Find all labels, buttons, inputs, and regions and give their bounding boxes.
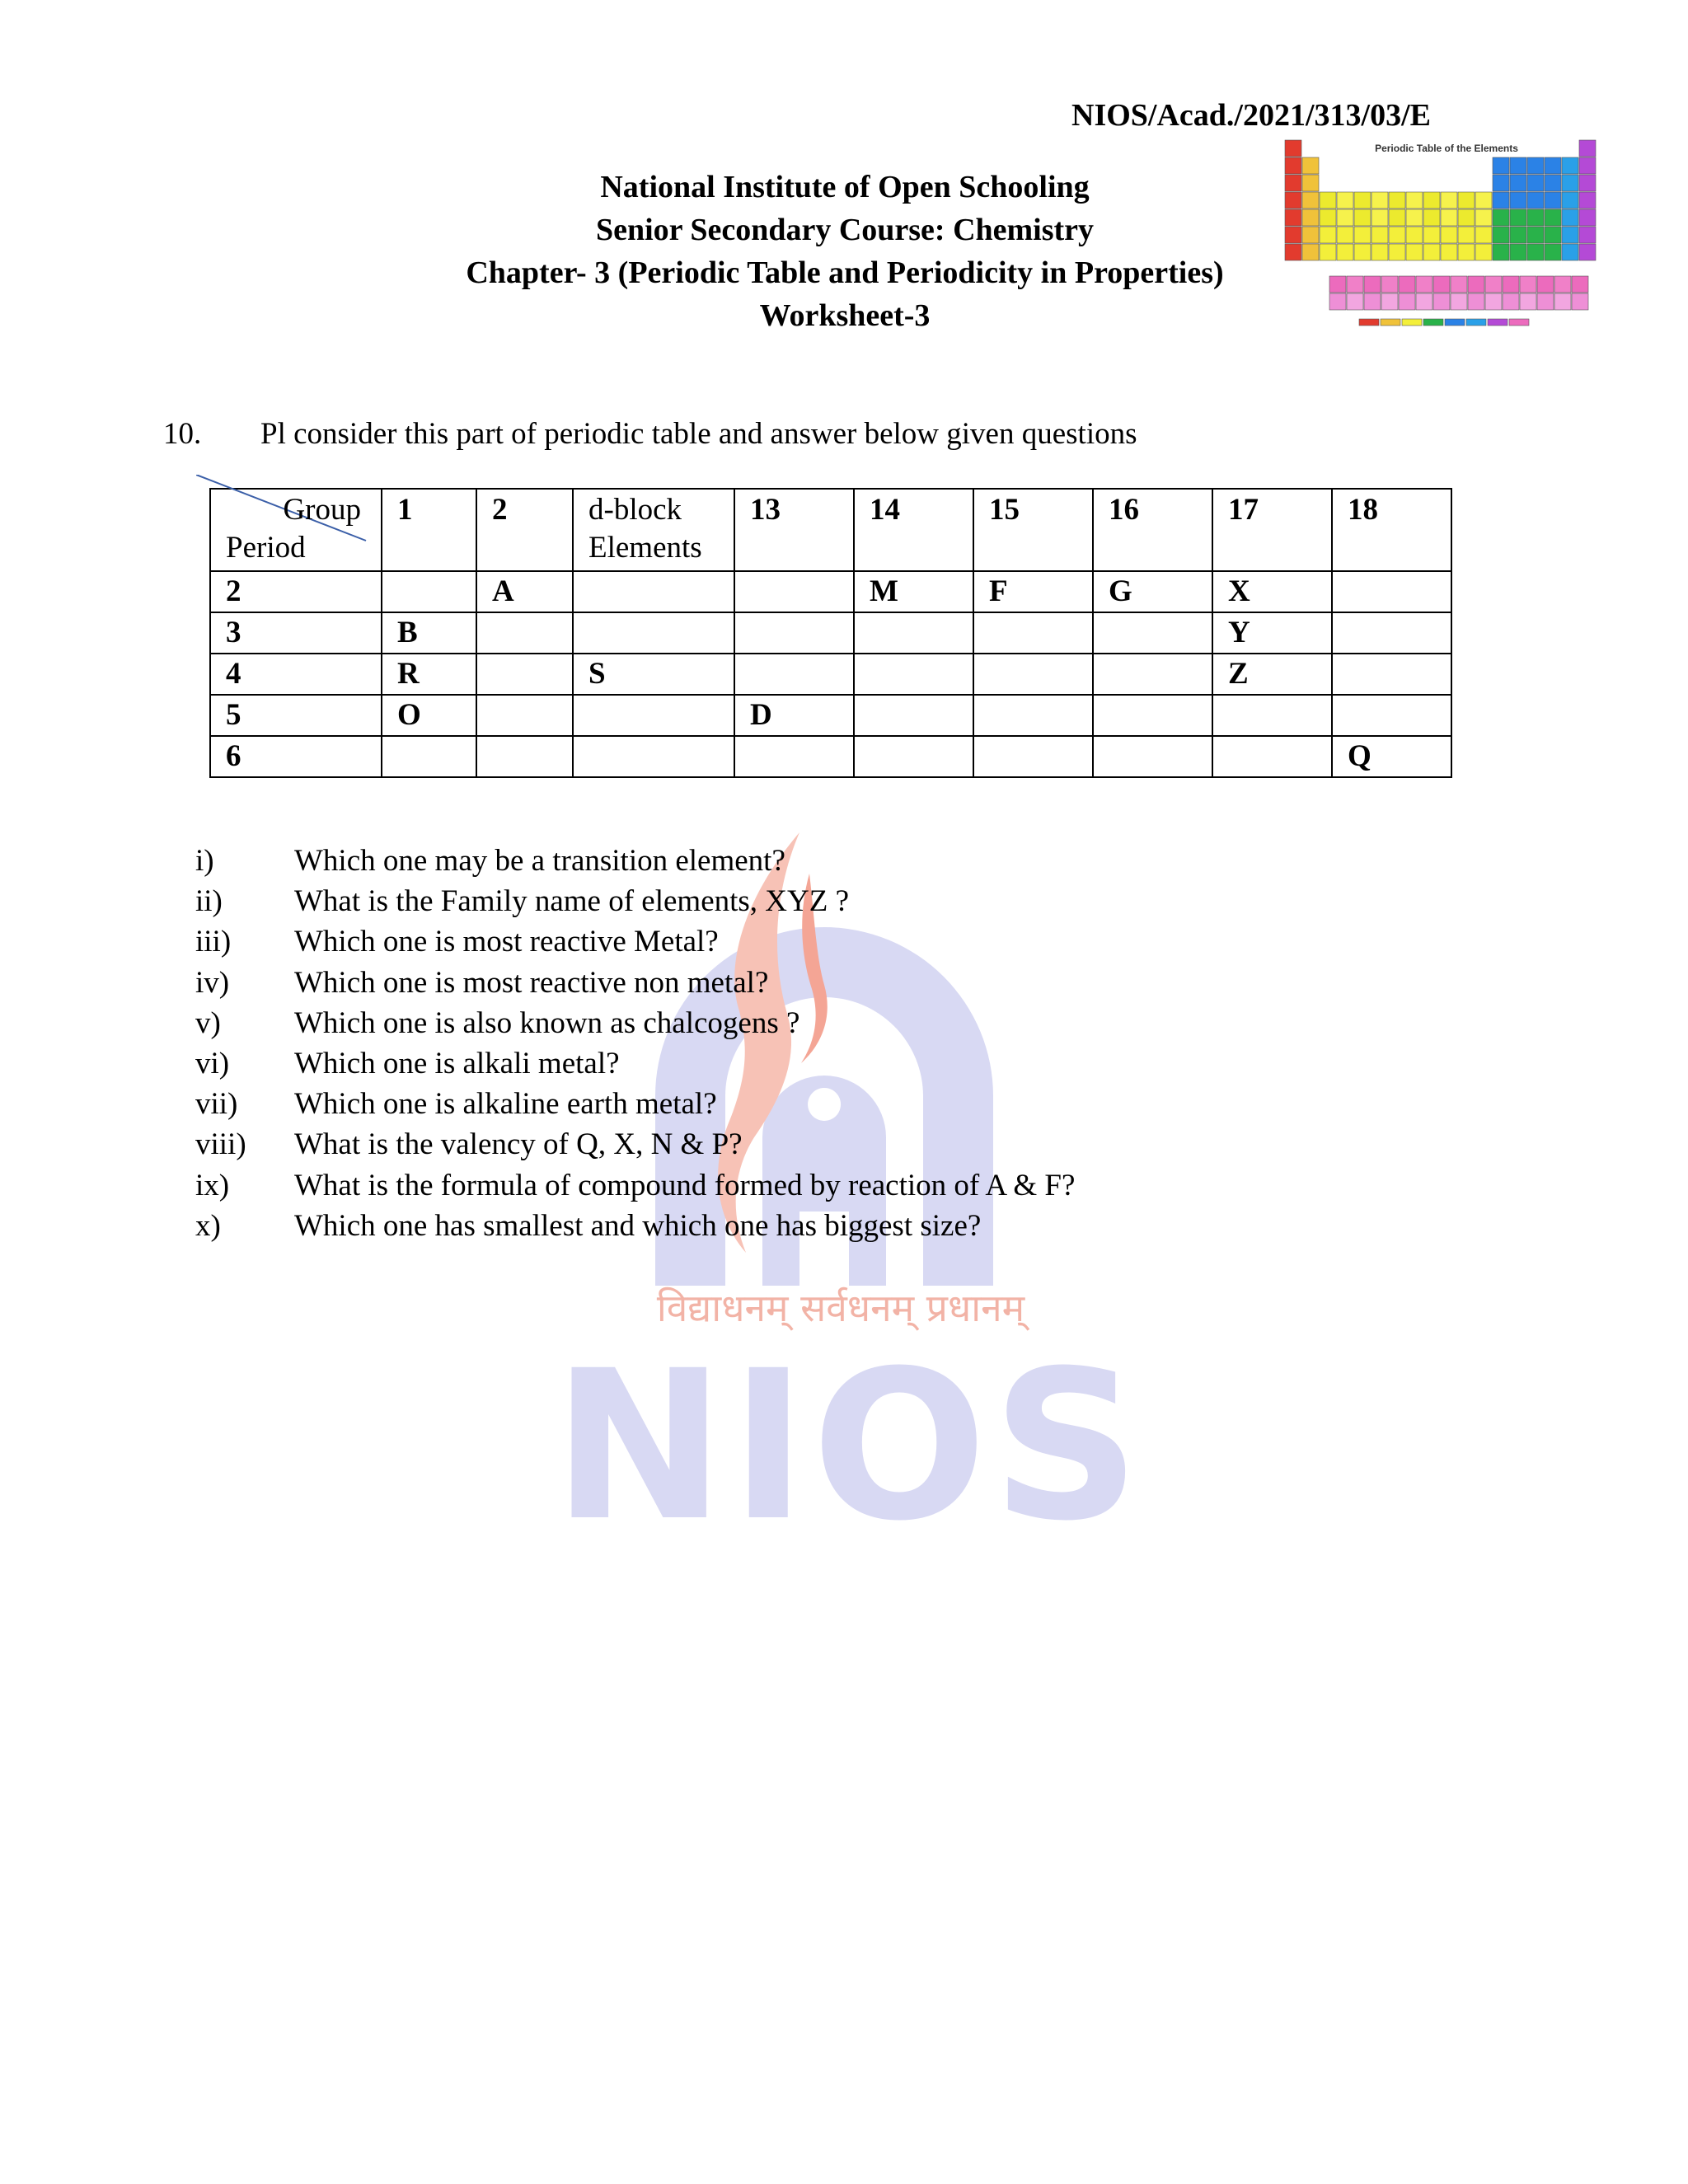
f-block-tile: [1554, 293, 1571, 310]
element-tile: [1302, 157, 1319, 174]
element-tile: [1354, 192, 1371, 209]
table-cell: [734, 571, 854, 612]
table-cell: B: [382, 612, 476, 654]
element-tile: [1406, 209, 1423, 226]
legend-swatch: [1381, 319, 1400, 326]
element-tile: [1423, 192, 1440, 209]
element-tile: [1510, 209, 1526, 226]
sub-question-text: Which one has smallest and which one has biggest size?: [294, 1208, 982, 1243]
f-block-tile: [1347, 276, 1363, 293]
table-cell: Q: [1332, 736, 1451, 777]
question-number: 10.: [163, 417, 202, 451]
element-tile: [1579, 192, 1596, 209]
question-text: Pl consider this part of periodic table and answer below given questions: [260, 417, 1137, 451]
element-tile: [1337, 192, 1353, 209]
f-block-tile: [1485, 293, 1502, 310]
table-cell: [1093, 736, 1212, 777]
sub-question-text: Which one is alkali metal?: [294, 1046, 620, 1080]
element-tile: [1475, 227, 1492, 243]
periodic-table-cells: [1285, 140, 1596, 326]
element-tile: [1510, 192, 1526, 209]
table-cell: S: [573, 654, 734, 695]
table-cell: [476, 612, 573, 654]
element-tile: [1510, 227, 1526, 243]
element-tile: [1458, 244, 1475, 260]
f-block-tile: [1381, 276, 1398, 293]
f-block-tile: [1329, 293, 1346, 310]
f-block-tile: [1451, 276, 1467, 293]
table-row: [210, 654, 1451, 695]
f-block-tile: [1572, 276, 1588, 293]
periodic-table-grid: [209, 488, 1452, 778]
element-tile: [1441, 227, 1457, 243]
element-tile: [1510, 244, 1526, 260]
element-tile: [1372, 244, 1388, 260]
f-block-tile: [1329, 276, 1346, 293]
f-block-tile: [1554, 276, 1571, 293]
chapter-title: Chapter- 3 (Periodic Table and Periodicity in Properties): [466, 255, 1224, 290]
table-cell: [1093, 612, 1212, 654]
table-cell: O: [382, 695, 476, 736]
element-tile: [1354, 244, 1371, 260]
element-tile: [1285, 192, 1301, 209]
table-cell: Y: [1212, 612, 1332, 654]
element-tile: [1441, 209, 1457, 226]
table-cell: [854, 695, 973, 736]
table-cell: [854, 654, 973, 695]
element-tile: [1493, 244, 1509, 260]
element-tile: [1423, 209, 1440, 226]
sub-question-number: ix): [195, 1168, 230, 1202]
institute-name: National Institute of Open Schooling: [600, 170, 1090, 204]
element-tile: [1562, 244, 1578, 260]
element-tile: [1302, 209, 1319, 226]
f-block-tile: [1537, 293, 1554, 310]
group-label: Group: [283, 493, 361, 527]
element-tile: [1302, 175, 1319, 191]
legend-swatch: [1445, 319, 1465, 326]
element-tile: [1493, 209, 1509, 226]
f-block-tile: [1416, 276, 1432, 293]
table-cell: G: [1093, 571, 1212, 612]
worksheet-title: Worksheet-3: [759, 298, 931, 333]
element-tile: [1527, 244, 1544, 260]
sub-question-text: Which one is alkaline earth metal?: [294, 1087, 717, 1122]
legend-swatch: [1402, 319, 1422, 326]
element-tile: [1527, 157, 1544, 174]
element-tile: [1285, 175, 1301, 191]
group-header: 17: [1212, 489, 1332, 571]
table-cell: A: [476, 571, 573, 612]
f-block-tile: [1520, 293, 1536, 310]
element-tile: [1562, 227, 1578, 243]
element-tile: [1562, 157, 1578, 174]
table-cell: [1332, 654, 1451, 695]
watermark-motto: विद्याधनम् सर्वधनम् प्रधानम्: [656, 1286, 1025, 1330]
element-tile: [1354, 209, 1371, 226]
element-tile: [1302, 244, 1319, 260]
table-cell: [476, 695, 573, 736]
element-tile: [1493, 227, 1509, 243]
element-tile: [1406, 244, 1423, 260]
element-tile: [1458, 227, 1475, 243]
d-block-header: d-block Elements: [573, 489, 734, 571]
f-block-tile: [1485, 276, 1502, 293]
f-block-tile: [1433, 276, 1450, 293]
element-tile: [1562, 209, 1578, 226]
period-cell: 6: [210, 736, 382, 777]
sub-question-number: iii): [195, 925, 232, 959]
element-tile: [1545, 227, 1561, 243]
table-cell: [573, 736, 734, 777]
table-cell: F: [973, 571, 1093, 612]
element-tile: [1285, 227, 1301, 243]
legend-swatch: [1488, 319, 1507, 326]
element-tile: [1579, 209, 1596, 226]
sub-question-number: v): [195, 1005, 221, 1040]
table-cell: [854, 736, 973, 777]
element-tile: [1423, 227, 1440, 243]
legend-swatch: [1466, 319, 1486, 326]
sub-question-number: ii): [195, 884, 223, 919]
f-block-tile: [1364, 276, 1381, 293]
f-block-tile: [1503, 276, 1519, 293]
element-tile: [1545, 192, 1561, 209]
watermark-nios-text: NIOS: [552, 1326, 1146, 1566]
element-tile: [1510, 175, 1526, 191]
element-tile: [1579, 140, 1596, 157]
element-tile: [1458, 192, 1475, 209]
element-tile: [1527, 209, 1544, 226]
element-tile: [1475, 244, 1492, 260]
element-tile: [1337, 209, 1353, 226]
element-tile: [1320, 227, 1336, 243]
element-tile: [1389, 192, 1405, 209]
group-header: 2: [476, 489, 573, 571]
f-block-tile: [1347, 293, 1363, 310]
element-tile: [1441, 244, 1457, 260]
element-tile: [1493, 175, 1509, 191]
element-tile: [1475, 209, 1492, 226]
group-period-corner-cell: [210, 489, 382, 571]
f-block-tile: [1537, 276, 1554, 293]
table-cell: R: [382, 654, 476, 695]
table-cell: [734, 612, 854, 654]
element-tile: [1285, 140, 1301, 157]
course-name: Senior Secondary Course: Chemistry: [595, 213, 1095, 247]
table-cell: [1093, 695, 1212, 736]
element-tile: [1545, 209, 1561, 226]
table-cell: [1212, 695, 1332, 736]
table-cell: [734, 654, 854, 695]
element-tile: [1389, 209, 1405, 226]
table-cell: [573, 571, 734, 612]
sub-question-number: i): [195, 844, 214, 878]
element-tile: [1389, 227, 1405, 243]
f-block-tile: [1364, 293, 1381, 310]
table-cell: Z: [1212, 654, 1332, 695]
group-header: 16: [1093, 489, 1212, 571]
period-cell: 2: [210, 571, 382, 612]
group-header: 13: [734, 489, 854, 571]
element-tile: [1372, 227, 1388, 243]
element-tile: [1302, 192, 1319, 209]
table-row: [210, 612, 1451, 654]
element-tile: [1285, 157, 1301, 174]
sub-question-number: iv): [195, 965, 230, 1000]
group-header: 15: [973, 489, 1093, 571]
group-header: 14: [854, 489, 973, 571]
table-row: [210, 695, 1451, 736]
table-cell: [973, 654, 1093, 695]
legend-swatch: [1359, 319, 1379, 326]
element-tile: [1285, 209, 1301, 226]
element-tile: [1354, 227, 1371, 243]
f-block-tile: [1416, 293, 1432, 310]
element-tile: [1562, 175, 1578, 191]
period-cell: 4: [210, 654, 382, 695]
sub-question-number: vii): [195, 1087, 238, 1122]
element-tile: [1320, 192, 1336, 209]
table-cell: M: [854, 571, 973, 612]
sub-question-text: What is the formula of compound formed by reaction of A & F?: [294, 1168, 1076, 1202]
sub-question-text: Which one is also known as chalcogens ?: [294, 1005, 800, 1040]
f-block-tile: [1433, 293, 1450, 310]
table-cell: [1332, 571, 1451, 612]
table-header-row: [210, 489, 1451, 571]
element-tile: [1545, 175, 1561, 191]
element-tile: [1441, 192, 1457, 209]
period-label: Period: [226, 531, 306, 565]
sub-question-text: Which one may be a transition element?: [294, 844, 785, 878]
table-cell: [382, 571, 476, 612]
element-tile: [1579, 227, 1596, 243]
legend-swatch: [1509, 319, 1529, 326]
sub-question-text: Which one is most reactive non metal?: [294, 965, 769, 1000]
element-tile: [1423, 244, 1440, 260]
sub-question-text: Which one is most reactive Metal?: [294, 925, 719, 959]
element-tile: [1406, 227, 1423, 243]
element-tile: [1579, 244, 1596, 260]
element-tile: [1320, 209, 1336, 226]
table-cell: [476, 736, 573, 777]
element-tile: [1372, 209, 1388, 226]
element-tile: [1545, 157, 1561, 174]
document-code: NIOS/Acad./2021/313/03/E: [1071, 98, 1431, 133]
table-cell: [734, 736, 854, 777]
group-header: 18: [1332, 489, 1451, 571]
element-tile: [1527, 175, 1544, 191]
thumbnail-title: Periodic Table of the Elements: [1375, 143, 1518, 154]
legend-swatch: [1423, 319, 1443, 326]
element-tile: [1493, 157, 1509, 174]
table-cell: D: [734, 695, 854, 736]
element-tile: [1527, 192, 1544, 209]
table-row: [210, 736, 1451, 777]
f-block-tile: [1503, 293, 1519, 310]
table-cell: [854, 612, 973, 654]
f-block-tile: [1451, 293, 1467, 310]
element-tile: [1337, 244, 1353, 260]
element-tile: [1545, 244, 1561, 260]
element-tile: [1527, 227, 1544, 243]
element-tile: [1579, 157, 1596, 174]
sub-question-number: vi): [195, 1046, 230, 1080]
periodic-table-thumbnail: [1282, 132, 1611, 367]
f-block-tile: [1468, 276, 1484, 293]
table-cell: [1332, 695, 1451, 736]
sub-question-number: viii): [195, 1127, 246, 1162]
table-cell: [573, 612, 734, 654]
group-header: 1: [382, 489, 476, 571]
f-block-tile: [1381, 293, 1398, 310]
element-tile: [1510, 157, 1526, 174]
table-cell: [1332, 612, 1451, 654]
element-tile: [1493, 192, 1509, 209]
table-cell: [476, 654, 573, 695]
table-cell: [1093, 654, 1212, 695]
table-cell: X: [1212, 571, 1332, 612]
f-block-tile: [1520, 276, 1536, 293]
element-tile: [1562, 192, 1578, 209]
element-tile: [1458, 209, 1475, 226]
element-tile: [1302, 227, 1319, 243]
element-tile: [1389, 244, 1405, 260]
sub-question-text: What is the valency of Q, X, N & P?: [294, 1127, 743, 1162]
element-tile: [1475, 192, 1492, 209]
f-block-tile: [1572, 293, 1588, 310]
sub-question-text: What is the Family name of elements, XYZ ?: [294, 884, 850, 919]
f-block-tile: [1399, 293, 1415, 310]
f-block-tile: [1468, 293, 1484, 310]
element-tile: [1285, 244, 1301, 260]
table-cell: [1212, 736, 1332, 777]
period-cell: 3: [210, 612, 382, 654]
element-tile: [1406, 192, 1423, 209]
table-cell: [973, 612, 1093, 654]
element-tile: [1372, 192, 1388, 209]
period-cell: 5: [210, 695, 382, 736]
table-cell: [973, 736, 1093, 777]
f-block-tile: [1399, 276, 1415, 293]
element-tile: [1579, 175, 1596, 191]
table-cell: [973, 695, 1093, 736]
element-tile: [1337, 227, 1353, 243]
table-row: [210, 571, 1451, 612]
table-cell: [382, 736, 476, 777]
table-cell: [573, 695, 734, 736]
sub-question-number: x): [195, 1208, 221, 1243]
element-tile: [1320, 244, 1336, 260]
